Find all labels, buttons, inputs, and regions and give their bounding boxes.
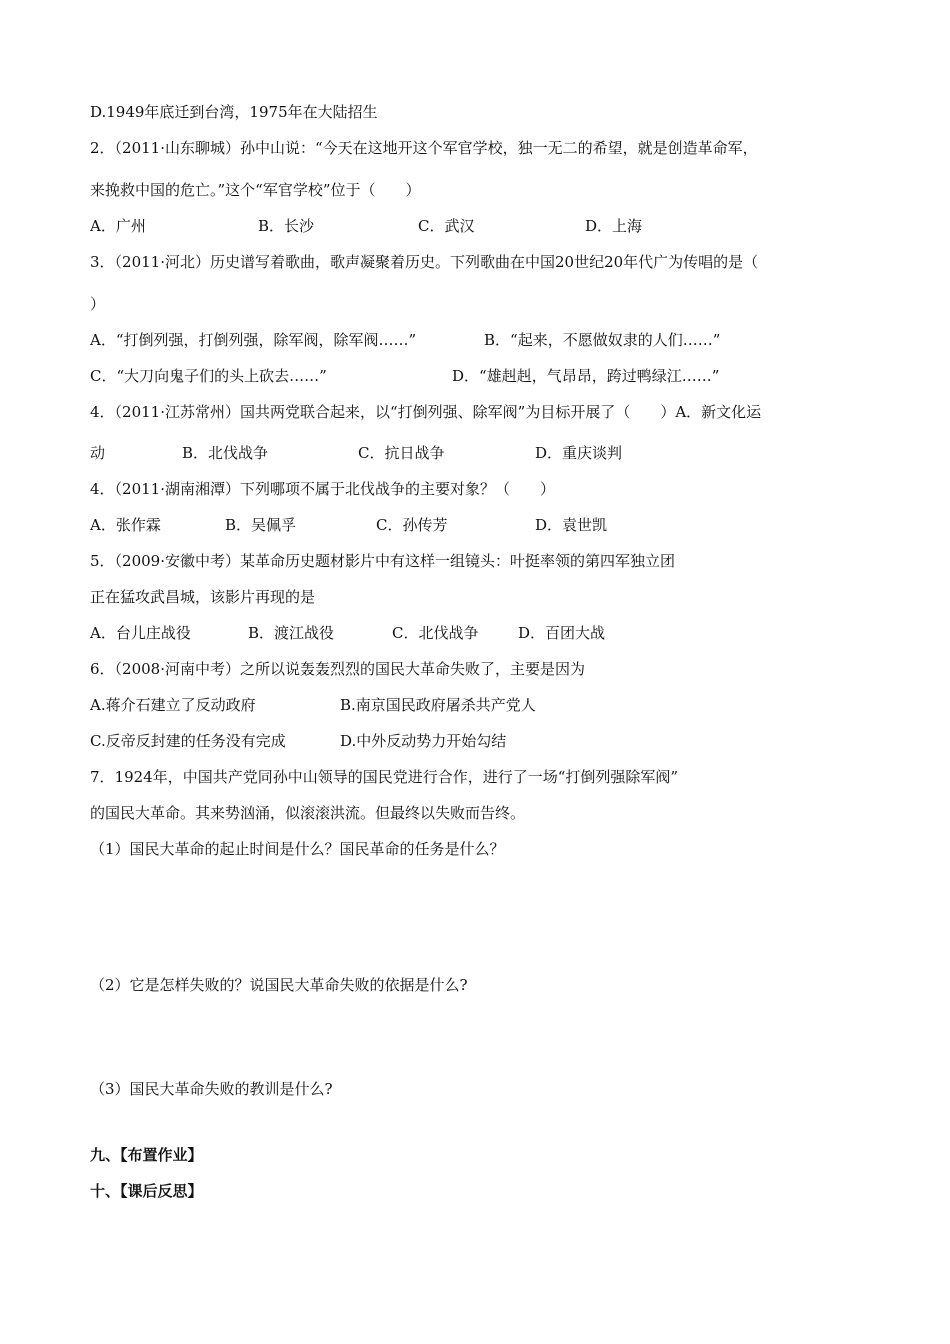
q5-stem-cont: 正在猛攻武昌城，该影片再现的是 (90, 588, 316, 606)
q5-option-b: B．渡江战役 (248, 624, 335, 642)
q2-stem: 2．（2011·山东聊城）孙中山说：“今天在这地开这个军官学校，独一无二的希望，就是创造革命军， (90, 139, 758, 157)
q4b-option-b: B．吴佩孚 (225, 516, 297, 534)
q6-stem: 6．（2008·河南中考）之所以说轰轰烈烈的国民大革命失败了，主要是因为 (90, 660, 585, 678)
q4a-stem: 4．（2011·江苏常州）国共两党联合起来，以“打倒列强、除军阀”为目标开展了（ ）A．新文化运 (90, 403, 762, 421)
q3-option-d: D．“雄赳赳，气昂昂，跨过鸭绿江……” (452, 367, 720, 385)
q1-option-d: D.1949年底迁到台湾，1975年在大陆招生 (90, 103, 378, 121)
q4a-option-c: C．抗日战争 (358, 444, 445, 462)
q2-option-b: B．长沙 (258, 217, 315, 235)
q5-option-c: C．北伐战争 (392, 624, 479, 642)
q5-option-a: A．台儿庄战役 (90, 624, 191, 642)
q4b-stem: 4．（2011·湖南湘潭）下列哪项不属于北伐战争的主要对象？（ ） (90, 480, 555, 498)
q3-stem-cont: ） (90, 295, 106, 313)
q5-option-d: D．百团大战 (518, 624, 606, 642)
q2-option-a: A．广州 (90, 217, 146, 235)
q4b-option-a: A．张作霖 (90, 516, 161, 534)
q2-option-c: C．武汉 (418, 217, 475, 235)
q6-option-b: B.南京国民政府屠杀共产党人 (340, 696, 536, 714)
q4a-option-b: B．北伐战争 (182, 444, 269, 462)
q6-option-a: A.蒋介石建立了反动政府 (90, 696, 256, 714)
q4a-option-d: D．重庆谈判 (535, 444, 623, 462)
q5-stem: 5．（2009·安徽中考）某革命历史题材影片中有这样一组镜头：叶挺率领的第四军独立团 (90, 552, 675, 570)
q4a-option-a-cont: 动 (90, 444, 106, 462)
q6-option-c: C.反帝反封建的任务没有完成 (90, 732, 286, 750)
q3-stem: 3．（2011·河北）历史谱写着歌曲，歌声凝聚着历史。下列歌曲在中国20世纪20年代广为传唱的是（ (90, 253, 759, 271)
q7-sub-3: （3）国民大革命失败的教训是什么? (90, 1080, 333, 1098)
q7-sub-2: （2）它是怎样失败的？说国民大革命失败的依据是什么? (90, 976, 468, 994)
section-reflection-heading: 十、【课后反思】 (90, 1182, 203, 1200)
q7-stem: 7．1924年，中国共产党同孙中山领导的国民党进行合作，进行了一场“打倒列强除军阀” (90, 768, 679, 786)
section-homework-heading: 九、【布置作业】 (90, 1146, 203, 1164)
q2-stem-cont: 来挽救中国的危亡。”这个“军官学校”位于（ ） (90, 181, 421, 199)
q6-option-d: D.中外反动势力开始勾结 (340, 732, 507, 750)
q7-stem-cont: 的国民大革命。其来势汹涌，似滚滚洪流。但最终以失败而告终。 (90, 804, 526, 822)
q3-option-a: A．“打倒列强，打倒列强，除军阀，除军阀……” (90, 331, 417, 349)
q7-sub-1: （1）国民大革命的起止时间是什么？国民革命的任务是什么？ (90, 840, 505, 858)
q4b-option-d: D．袁世凯 (535, 516, 608, 534)
q3-option-b: B．“起来，不愿做奴隶的人们……” (484, 331, 721, 349)
q3-option-c: C．“大刀向鬼子们的头上砍去……” (90, 367, 327, 385)
q4b-option-c: C．孙传芳 (376, 516, 448, 534)
q2-option-d: D．上海 (585, 217, 643, 235)
